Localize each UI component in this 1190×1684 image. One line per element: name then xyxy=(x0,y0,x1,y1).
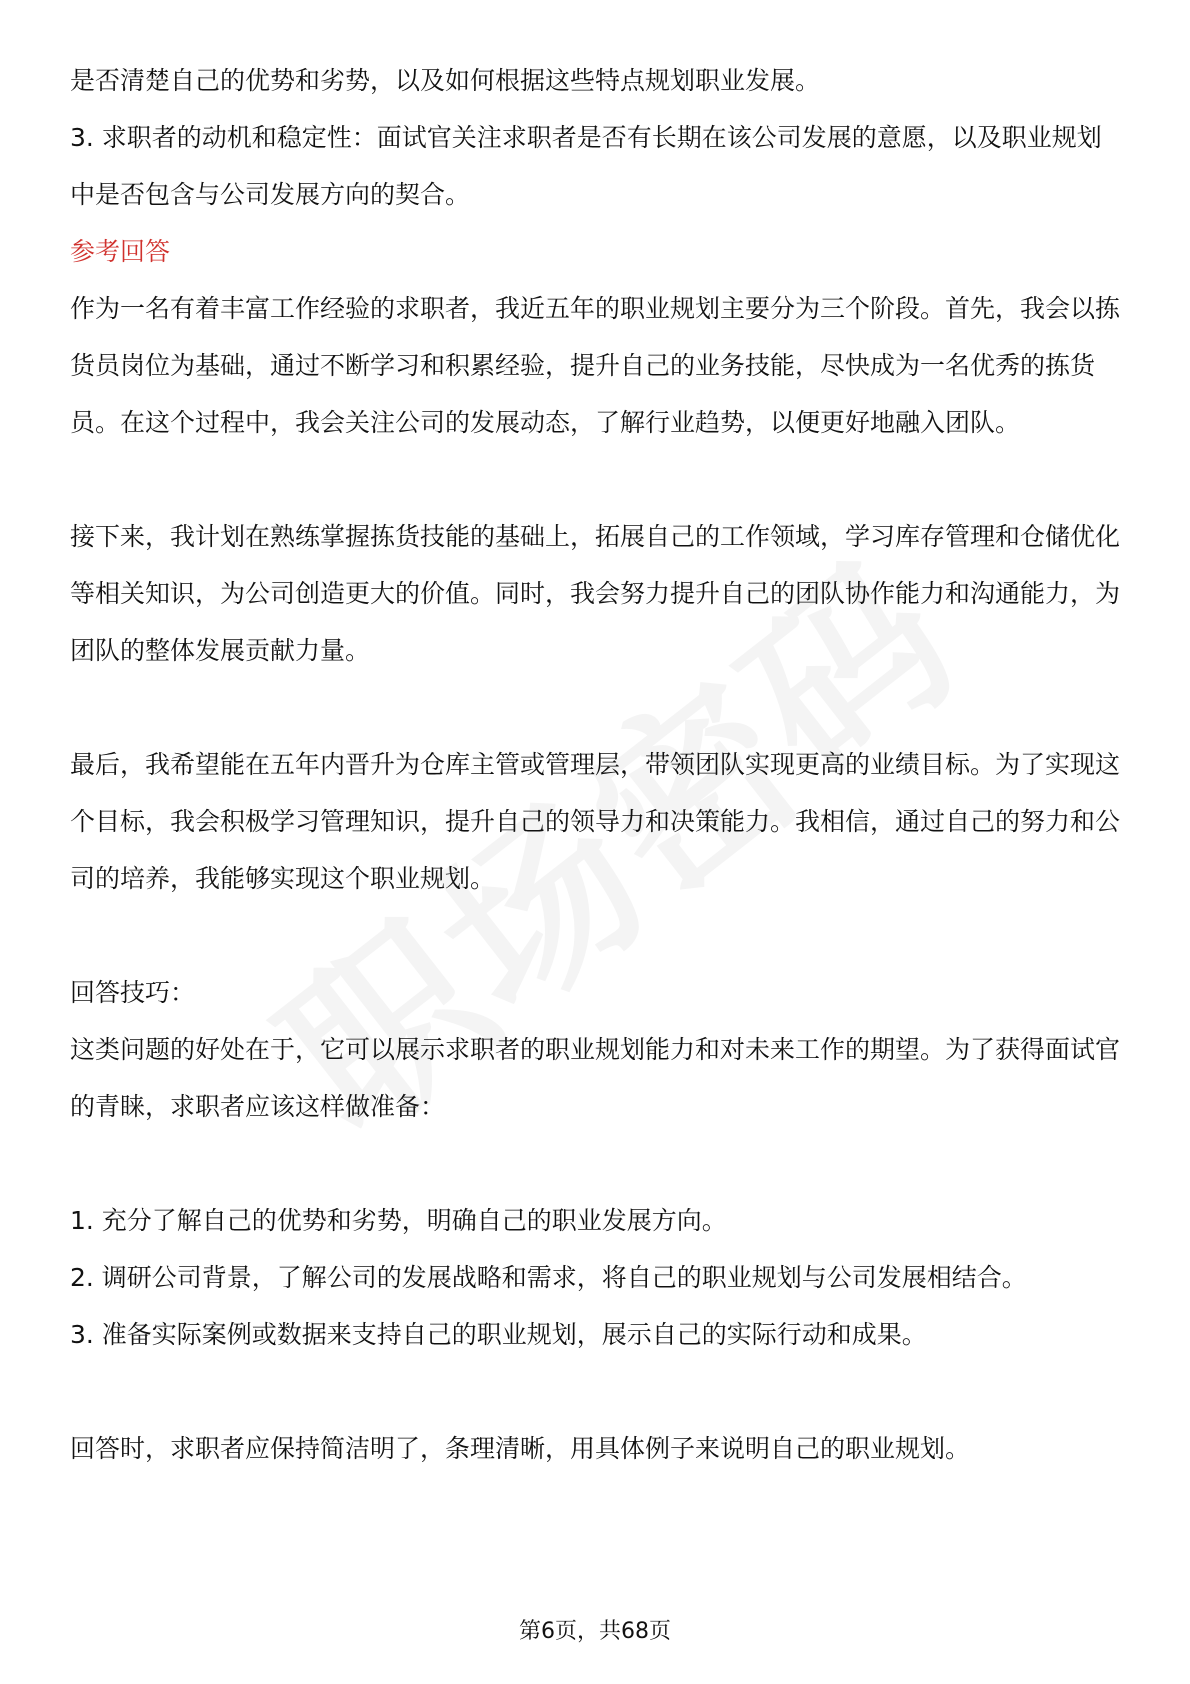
paragraph-spacer xyxy=(70,1363,1125,1420)
intro-line: 是否清楚自己的优势和劣势，以及如何根据这些特点规划职业发展。 xyxy=(70,66,821,95)
tips-intro: 这类问题的好处在于，它可以展示求职者的职业规划能力和对未来工作的期望。为了获得面试官的青睐，求职者应该这样做准备： xyxy=(70,1035,1121,1121)
tip-item-2: 2. 调研公司背景，了解公司的发展战略和需求，将自己的职业规划与公司发展相结合。 xyxy=(70,1263,1027,1292)
answer-paragraph-1: 作为一名有着丰富工作经验的求职者，我近五年的职业规划主要分为三个阶段。首先，我会以拣货员岗位为基础，通过不断学习和积累经验，提升自己的业务技能，尽快成为一名优秀的拣货员。在这个过程中，我会关注公司的发展动态，了解行业趋势，以便更好地融入团队。 xyxy=(70,294,1121,437)
document-body xyxy=(70,52,1125,1477)
tips-heading: 回答技巧： xyxy=(70,978,196,1007)
answer-paragraph-3: 最后，我希望能在五年内晋升为仓库主管或管理层，带领团队实现更高的业绩目标。为了实现这个目标，我会积极学习管理知识，提升自己的领导力和决策能力。我相信，通过自己的努力和公司的培养，我能够实现这个职业规划。 xyxy=(70,750,1121,893)
paragraph-spacer xyxy=(70,451,1125,508)
reference-answer-heading: 参考回答 xyxy=(70,237,171,266)
tip-item-3: 3. 准备实际案例或数据来支持自己的职业规划，展示自己的实际行动和成果。 xyxy=(70,1320,927,1349)
answer-paragraph-2: 接下来，我计划在熟练掌握拣货技能的基础上，拓展自己的工作领域，学习库存管理和仓储优化等相关知识，为公司创造更大的价值。同时，我会努力提升自己的团队协作能力和沟通能力，为团队的整体发展贡献力量。 xyxy=(70,522,1121,665)
paragraph-spacer xyxy=(70,907,1125,964)
page-number: 第6页，共68页 xyxy=(519,1619,671,1644)
tips-closing: 回答时，求职者应保持简洁明了，条理清晰，用具体例子来说明自己的职业规划。 xyxy=(70,1434,971,1463)
criterion-3: 3. 求职者的动机和稳定性：面试官关注求职者是否有长期在该公司发展的意愿，以及职业规划中是否包含与公司发展方向的契合。 xyxy=(70,123,1102,209)
paragraph-spacer xyxy=(70,1135,1125,1192)
tip-item-1: 1. 充分了解自己的优势和劣势，明确自己的职业发展方向。 xyxy=(70,1206,727,1235)
paragraph-spacer xyxy=(70,679,1125,736)
